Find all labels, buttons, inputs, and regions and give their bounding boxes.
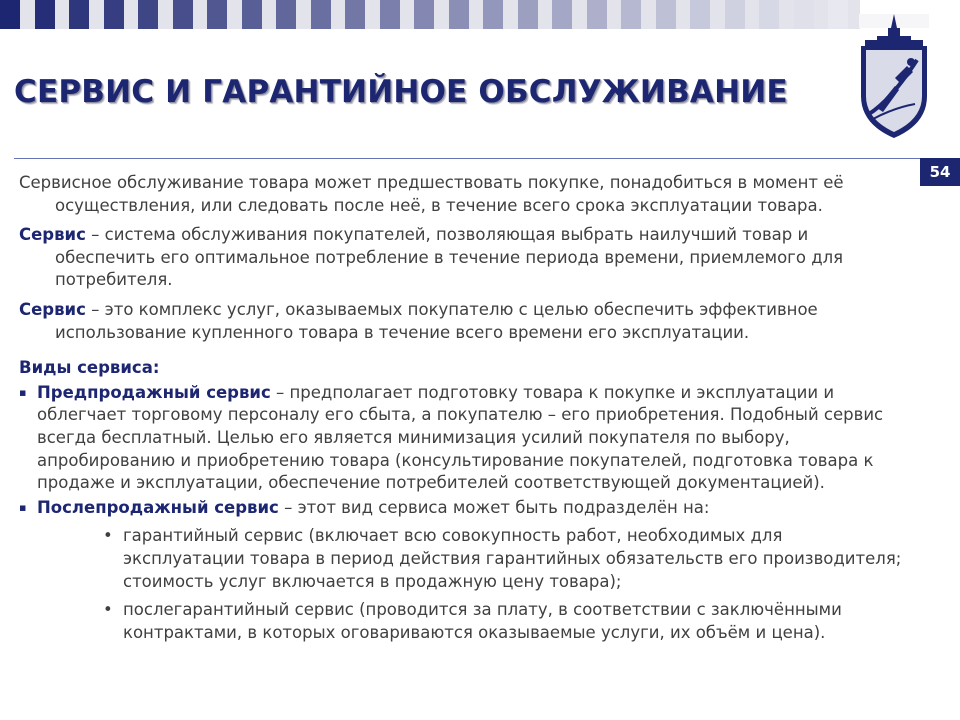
service-subtype-text: гарантийный сервис (включает всю совокупность работ, необходимых для эксплуатации товара в период действия гарантийных обязательств его производителя; стоимость услуг включается в продажную цену товара);: [123, 526, 902, 591]
service-type-term: Предпродажный сервис: [37, 382, 271, 402]
decorative-square: [587, 0, 607, 29]
decorative-square: [0, 0, 20, 29]
decorative-square: [449, 0, 469, 29]
slide-content: [19, 172, 909, 644]
service-subtype-item: [19, 525, 909, 593]
decorative-square: [759, 0, 779, 29]
definition-paragraph: [19, 224, 909, 292]
decorative-square: [242, 0, 262, 29]
definition-paragraph: [19, 299, 909, 344]
title-divider: [14, 158, 920, 159]
decorative-square: [725, 0, 745, 29]
square-bullet-icon: ▪: [19, 500, 27, 514]
service-type-text: – предполагает подготовку товара к покупке и эксплуатации и облегчает торговому персоналу его сбыта, а покупателю – его приобретения. Подобный сервис всегда бесплатный. Целью его является минимизация усилий покупателя по выбору, апробированию и приобретению товара (консультирование покупателей, подготовка товара к продаже и эксплуатации, обеспечение потребителей соответствующей документацией).: [37, 382, 884, 493]
decorative-square: [276, 0, 296, 29]
decorative-top-bar: [0, 0, 860, 29]
decorative-square: [828, 0, 848, 29]
decorative-square: [794, 0, 814, 29]
service-type-text: – этот вид сервиса может быть подразделён на:: [278, 497, 710, 517]
definition-text: – система обслуживания покупателей, позволяющая выбрать наилучший товар и обеспечить его оптимальное потребление в течение периода времени, приемлемого для потребителя.: [55, 225, 844, 290]
square-bullet-icon: ▪: [19, 385, 27, 399]
service-type-term: Послепродажный сервис: [37, 497, 279, 517]
decorative-square: [207, 0, 227, 29]
decorative-square: [518, 0, 538, 29]
slide-title: СЕРВИС И ГАРАНТИЙНОЕ ОБСЛУЖИВАНИЕ: [14, 74, 788, 110]
decorative-square: [345, 0, 365, 29]
decorative-square: [656, 0, 676, 29]
service-subtype-text: послегарантийный сервис (проводится за плату, в соответствии с заключёнными контрактами, в которых оговариваются оказываемые услуги, их объём и цена).: [123, 600, 842, 642]
round-bullet-icon: •: [103, 600, 113, 620]
decorative-square: [414, 0, 434, 29]
service-subtype-item: [19, 599, 909, 644]
decorative-square: [173, 0, 193, 29]
types-heading: Виды сервиса:: [19, 358, 160, 378]
definition-text: – это комплекс услуг, оказываемых покупателю с целью обеспечить эффективное использование купленного товара в течение всего времени его эксплуатации.: [55, 299, 818, 342]
decorative-square: [35, 0, 55, 29]
decorative-square: [380, 0, 400, 29]
decorative-square: [483, 0, 503, 29]
university-shield-emblem-icon: [855, 12, 933, 144]
decorative-square: [69, 0, 89, 29]
decorative-square: [690, 0, 710, 29]
decorative-square: [621, 0, 641, 29]
decorative-square: [104, 0, 124, 29]
intro-paragraph: Сервисное обслуживание товара может предшествовать покупке, понадобиться в момент её осуществления, или следовать после неё, в течение всего срока эксплуатации товара.: [19, 173, 844, 215]
decorative-square: [311, 0, 331, 29]
service-type-item: [19, 497, 909, 520]
service-type-item: [19, 382, 909, 495]
decorative-square: [552, 0, 572, 29]
page-number-badge: 54: [920, 158, 960, 186]
definition-term: Сервис: [19, 299, 86, 319]
decorative-square: [138, 0, 158, 29]
round-bullet-icon: •: [103, 526, 113, 546]
definition-term: Сервис: [19, 225, 86, 245]
